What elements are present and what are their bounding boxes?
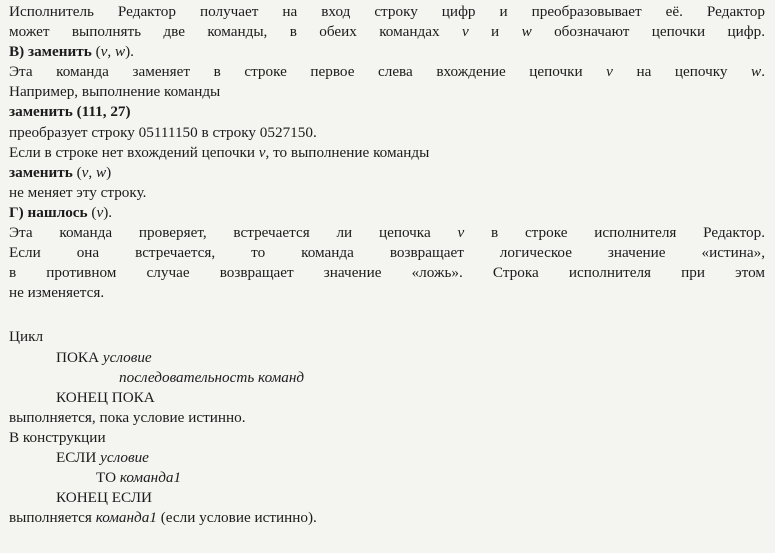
cycle-while-line: ПОКА условие: [56, 348, 152, 366]
replace-desc-line-2: Например, выполнение команды: [9, 83, 221, 101]
intro-line-1: Исполнитель Редактор получает на вход строку цифр и преобразовывает её. Редактор: [9, 3, 765, 20]
branch-if-line: ЕСЛИ условие: [56, 448, 149, 466]
cycle-note: выполняется, пока условие истинно.: [9, 408, 246, 426]
found-desc-line-3: в противном случае возвращает значение «ложь». Строка исполнителя при этом: [9, 264, 765, 282]
replace-desc-line-3: преобразует строку 05111150 в строку 0527150.: [9, 123, 317, 141]
replace-example: заменить (111, 27): [9, 103, 131, 121]
branch-then-line: ТО команда1: [96, 469, 182, 487]
branch-title: В конструкции: [9, 428, 106, 446]
cycle-end-line: КОНЕЦ ПОКА: [56, 388, 155, 406]
intro-line-2: может выполнять две команды, в обеих командах v и w обозначают цепочки цифр.: [9, 23, 765, 41]
replace-desc-line-4: Если в строке нет вхождений цепочки v, то выполнение команды: [9, 143, 430, 161]
cycle-body-line: последовательность команд: [119, 368, 305, 386]
found-desc-line-4: не изменяется.: [9, 284, 105, 302]
command-found-heading: Г) нашлось (v).: [9, 203, 113, 221]
replace-command-repeat: заменить (v, w): [9, 163, 112, 181]
found-desc-line-2: Если она встречается, то команда возвращает логическое значение «истина»,: [9, 244, 765, 262]
found-desc-line-1: Эта команда проверяет, встречается ли цепочка v в строке исполнителя Редактор.: [9, 224, 766, 242]
section-spacer: [9, 303, 765, 325]
replace-desc-line-1: Эта команда заменяет в строке первое слева вхождение цепочки v на цепочку w.: [9, 63, 765, 81]
branch-end-line: КОНЕЦ ЕСЛИ: [56, 489, 153, 507]
command-replace-heading: В) заменить (v, w).: [9, 43, 134, 61]
replace-desc-line-5: не меняет эту строку.: [9, 183, 147, 201]
branch-note: выполняется команда1 (если условие истинно).: [9, 509, 317, 527]
cycle-title: Цикл: [9, 328, 44, 346]
